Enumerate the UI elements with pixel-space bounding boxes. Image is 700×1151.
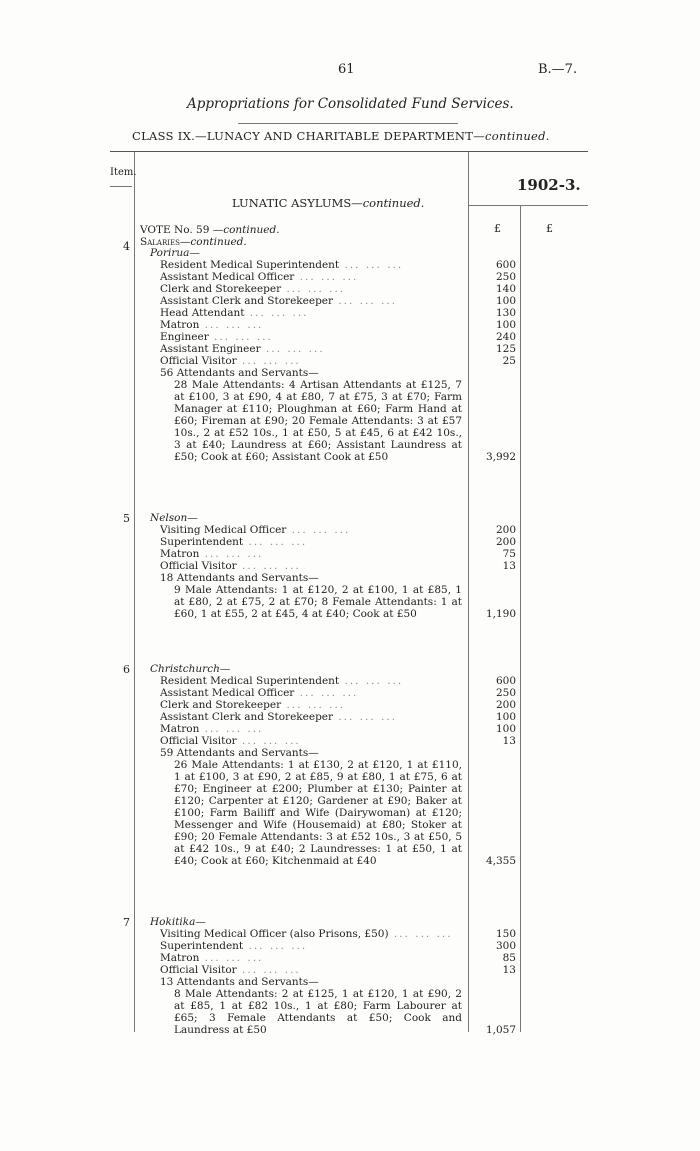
item-number: 6 bbox=[123, 663, 130, 676]
item-total: 4,355 bbox=[485, 855, 516, 867]
salary-amount: 240 bbox=[495, 331, 516, 343]
salary-amount: 100 bbox=[495, 723, 516, 735]
asylum-name: Porirua— bbox=[150, 247, 200, 259]
leader-dots: ... ... ... bbox=[199, 723, 264, 735]
leader-dots: ... ... ... bbox=[199, 548, 264, 560]
salary-amount: 130 bbox=[495, 307, 516, 319]
salary-label: Head Attendant bbox=[160, 307, 245, 319]
salary-amount: 100 bbox=[495, 295, 516, 307]
salary-label: Assistant Clerk and Storekeeper bbox=[160, 711, 334, 723]
servants-heading: 13 Attendants and Servants— bbox=[160, 976, 319, 988]
salary-row bbox=[160, 964, 462, 976]
header-rule bbox=[238, 123, 458, 124]
salary-row bbox=[160, 259, 462, 271]
document-reference: B.—7. bbox=[538, 62, 578, 77]
leader-dots: ... ... ... bbox=[199, 319, 264, 331]
item-total: 1,057 bbox=[485, 1024, 516, 1036]
leader-dots: ... ... ... bbox=[236, 735, 301, 747]
salary-row bbox=[160, 283, 462, 295]
leader-dots: ... ... ... bbox=[333, 295, 398, 307]
salary-row bbox=[160, 307, 462, 319]
leader-dots: ... ... ... bbox=[243, 536, 308, 548]
salary-row bbox=[160, 548, 462, 560]
leader-dots: ... ... ... bbox=[286, 524, 351, 536]
salary-row bbox=[160, 928, 462, 940]
salary-label: Clerk and Storekeeper bbox=[160, 283, 282, 295]
class-title-continued: continued. bbox=[485, 129, 550, 143]
vote-number: VOTE No. 59 — bbox=[140, 224, 224, 236]
salary-label: Matron bbox=[160, 952, 200, 964]
salary-label: Engineer bbox=[160, 331, 209, 343]
salary-row bbox=[160, 343, 462, 355]
salary-amount: 200 bbox=[495, 524, 516, 536]
item-total: 1,190 bbox=[485, 608, 516, 620]
salary-amount: 200 bbox=[495, 536, 516, 548]
salary-label: Assistant Clerk and Storekeeper bbox=[160, 295, 334, 307]
salary-amount: 300 bbox=[495, 940, 516, 952]
salary-amount: 600 bbox=[495, 675, 516, 687]
salary-label: Assistant Engineer bbox=[160, 343, 261, 355]
salary-amount: 140 bbox=[495, 283, 516, 295]
salary-row bbox=[160, 711, 462, 723]
salary-amount: 125 bbox=[495, 343, 516, 355]
leader-dots: ... ... ... bbox=[294, 687, 359, 699]
leader-dots: ... ... ... bbox=[244, 307, 309, 319]
section-title-continued: continued. bbox=[362, 196, 425, 210]
servants-heading: 56 Attendants and Servants— bbox=[160, 367, 319, 379]
salary-row bbox=[160, 536, 462, 548]
salary-label: Official Visitor bbox=[160, 355, 237, 367]
salary-row bbox=[160, 675, 462, 687]
leader-dots: ... ... ... bbox=[236, 560, 301, 572]
pound-sign-1: £ bbox=[494, 222, 501, 235]
year-underline bbox=[468, 205, 588, 206]
leader-dots: ... ... ... bbox=[208, 331, 273, 343]
salary-label: Visiting Medical Officer bbox=[160, 524, 287, 536]
salary-label: Superintendent bbox=[160, 536, 244, 548]
salary-label: Matron bbox=[160, 319, 200, 331]
item-column-label: Item. bbox=[110, 167, 137, 178]
leader-dots: ... ... ... bbox=[388, 928, 453, 940]
page-number: 61 bbox=[338, 62, 355, 77]
salary-row bbox=[160, 560, 462, 572]
salary-amount: 13 bbox=[502, 735, 516, 747]
salary-label: Matron bbox=[160, 548, 200, 560]
class-title bbox=[132, 129, 550, 143]
asylum-name: Nelson— bbox=[150, 512, 198, 524]
vote-line bbox=[140, 224, 280, 236]
leader-dots: ... ... ... bbox=[260, 343, 325, 355]
salary-amount: 150 bbox=[495, 928, 516, 940]
salary-row bbox=[160, 699, 462, 711]
table-top-rule bbox=[110, 151, 588, 152]
salary-amount: 85 bbox=[502, 952, 516, 964]
section-title bbox=[232, 196, 424, 210]
salary-amount: 25 bbox=[502, 355, 516, 367]
item-total: 3,992 bbox=[485, 451, 516, 463]
servants-detail: 9 Male Attendants: 1 at £120, 2 at £100, 1 at £85, 1 at £80, 2 at £75, 2 at £70; 8 Female Attendants: 1 at £60, 1 at £55, 2 at £45, 4 at £40; Cook at £50 bbox=[174, 584, 462, 620]
salary-label: Clerk and Storekeeper bbox=[160, 699, 282, 711]
salary-label: Official Visitor bbox=[160, 735, 237, 747]
detail-column-rule bbox=[468, 152, 469, 1032]
salary-amount: 100 bbox=[495, 319, 516, 331]
leader-dots: ... ... ... bbox=[281, 699, 346, 711]
leader-dots: ... ... ... bbox=[339, 675, 404, 687]
servants-heading: 59 Attendants and Servants— bbox=[160, 747, 319, 759]
leader-dots: ... ... ... bbox=[199, 952, 264, 964]
salaries-continued: continued. bbox=[190, 236, 247, 248]
salary-label: Assistant Medical Officer bbox=[160, 271, 295, 283]
item-column-rule bbox=[134, 152, 135, 1032]
salary-row bbox=[160, 723, 462, 735]
leader-dots: ... ... ... bbox=[333, 711, 398, 723]
section-title-main: LUNATIC ASYLUMS— bbox=[232, 196, 363, 210]
salary-amount: 200 bbox=[495, 699, 516, 711]
leader-dots: ... ... ... bbox=[294, 271, 359, 283]
salary-label: Assistant Medical Officer bbox=[160, 687, 295, 699]
item-number: 7 bbox=[123, 916, 130, 929]
salary-label: Official Visitor bbox=[160, 964, 237, 976]
salary-label: Official Visitor bbox=[160, 560, 237, 572]
amount-column-rule bbox=[520, 205, 521, 1032]
year-heading: 1902-3. bbox=[517, 176, 581, 194]
salary-amount: 75 bbox=[502, 548, 516, 560]
salary-amount: 600 bbox=[495, 259, 516, 271]
salary-row bbox=[160, 295, 462, 307]
salary-amount: 13 bbox=[502, 560, 516, 572]
salary-label: Superintendent bbox=[160, 940, 244, 952]
servants-detail: 8 Male Attendants: 2 at £125, 1 at £120, 1 at £90, 2 at £85, 1 at £82 10s., 1 at £80; Farm Labourer at £65; 3 Female Attendants at £50; Cook and Laundress at £50 bbox=[174, 988, 462, 1036]
leader-dots: ... ... ... bbox=[236, 964, 301, 976]
running-title: Appropriations for Consolidated Fund Services. bbox=[187, 96, 514, 112]
vote-continued: continued. bbox=[223, 224, 280, 236]
salary-amount: 100 bbox=[495, 711, 516, 723]
leader-dots: ... ... ... bbox=[236, 355, 301, 367]
salary-amount: 250 bbox=[495, 271, 516, 283]
salary-row bbox=[160, 331, 462, 343]
salary-label: Visiting Medical Officer (also Prisons, £50) bbox=[160, 928, 389, 940]
salary-row bbox=[160, 687, 462, 699]
leader-dots: ... ... ... bbox=[339, 259, 404, 271]
servants-detail: 26 Male Attendants: 1 at £130, 2 at £120, 1 at £110, 1 at £100, 3 at £90, 2 at £85, 9 at £80, 1 at £75, 6 at £70; Engineer at £200; Plumber at £130; Painter at £120; Carpenter at £120; Gardener at £90; Baker at £100; Farm Bailiff and Wife (Dairywoman) at £120; Messenger and Wife (Housemaid) at £80; Stoker at £90; 20 Female Attendants: 3 at £52 10s., 3 at £50, 5 at £42 10s., 9 at £40; 2 Laundresses: 1 at £50, 1 at £40; Cook at £60; Kitchenmaid at £40 bbox=[174, 759, 462, 867]
salary-amount: 13 bbox=[502, 964, 516, 976]
pound-sign-2: £ bbox=[546, 222, 553, 235]
leader-dots: ... ... ... bbox=[243, 940, 308, 952]
salaries-heading: Salaries— bbox=[140, 236, 191, 248]
asylum-name: Christchurch— bbox=[150, 663, 231, 675]
item-number: 5 bbox=[123, 512, 130, 525]
asylum-name: Hokitika— bbox=[150, 916, 206, 928]
salary-label: Resident Medical Superintendent bbox=[160, 675, 340, 687]
salary-row bbox=[160, 524, 462, 536]
item-head-underline bbox=[110, 186, 132, 187]
salary-label: Resident Medical Superintendent bbox=[160, 259, 340, 271]
salary-row bbox=[160, 940, 462, 952]
class-title-main: CLASS IX.—LUNACY AND CHARITABLE DEPARTMENT— bbox=[132, 129, 486, 143]
salary-row bbox=[160, 952, 462, 964]
salary-label: Matron bbox=[160, 723, 200, 735]
servants-heading: 18 Attendants and Servants— bbox=[160, 572, 319, 584]
salary-row bbox=[160, 355, 462, 367]
item-number: 4 bbox=[123, 240, 130, 253]
servants-detail: 28 Male Attendants: 4 Artisan Attendants at £125, 7 at £100, 3 at £90, 4 at £80, 7 at £75, 3 at £70; Farm Manager at £110; Ploughman at £60; Farm Hand at £60; Fireman at £90; 20 Female Attendants: 3 at £57 10s., 2 at £52 10s., 1 at £50, 5 at £45, 6 at £42 10s., 3 at £40; Laundress at £60; Assistant Laundress at £50; Cook at £60; Assistant Cook at £50 bbox=[174, 379, 462, 463]
salary-row bbox=[160, 735, 462, 747]
salary-row bbox=[160, 271, 462, 283]
leader-dots: ... ... ... bbox=[281, 283, 346, 295]
salary-row bbox=[160, 319, 462, 331]
salary-amount: 250 bbox=[495, 687, 516, 699]
